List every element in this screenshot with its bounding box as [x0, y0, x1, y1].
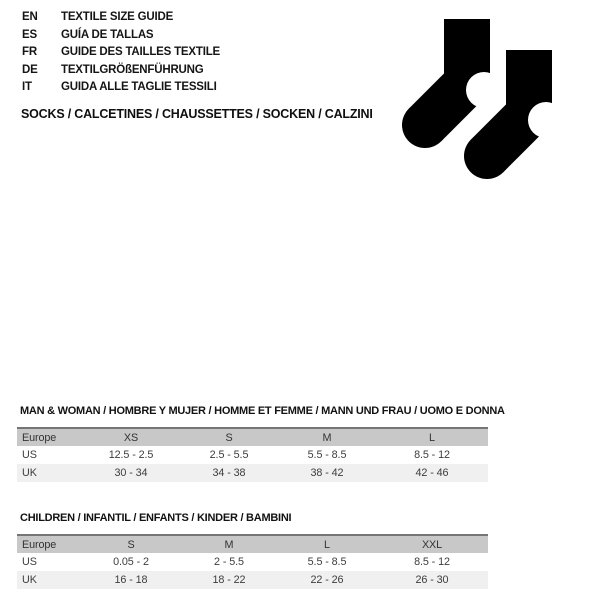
- column-header-europe: Europe: [17, 535, 82, 553]
- column-header-s: S: [180, 428, 278, 446]
- column-header-xs: XS: [82, 428, 180, 446]
- size-value: 8.5 - 12: [414, 449, 450, 461]
- size-value: 34 - 38: [212, 467, 246, 479]
- adults-table-title: MAN & WOMAN / HOMBRE Y MUJER / HOMME ET FEMME / MANN UND FRAU / UOMO E DONNA: [20, 405, 505, 417]
- size-value: 26 - 30: [415, 574, 449, 586]
- language-label: GUIDE DES TAILLES TEXTILE: [61, 46, 220, 58]
- column-header-s: S: [82, 535, 180, 553]
- language-label: GUIDA ALLE TAGLIE TESSILI: [61, 81, 217, 93]
- sock-front-toe: [464, 133, 510, 179]
- size-value: 16 - 18: [114, 574, 148, 586]
- size-value: 12.5 - 2.5: [108, 449, 154, 461]
- language-list: [22, 9, 220, 97]
- region-label: US: [22, 556, 37, 568]
- language-row-en: [22, 9, 220, 27]
- column-header-l: L: [376, 428, 488, 446]
- size-value: 2 - 5.5: [214, 556, 244, 568]
- column-header-l: L: [278, 535, 376, 553]
- table-row-uk: [17, 464, 488, 482]
- language-row-fr: [22, 44, 220, 62]
- language-label: TEXTILE SIZE GUIDE: [61, 11, 174, 23]
- column-header-m: M: [278, 428, 376, 446]
- children-size-section: [17, 511, 488, 589]
- table-row-us: [17, 553, 488, 571]
- size-value: 22 - 26: [310, 574, 344, 586]
- size-value: 18 - 22: [212, 574, 246, 586]
- sock-back-heel-hole: [466, 72, 502, 108]
- language-label: GUÍA DE TALLAS: [61, 28, 154, 41]
- size-value: 42 - 46: [415, 467, 449, 479]
- size-value: 5.5 - 8.5: [307, 556, 347, 568]
- adults-header-row: [17, 428, 488, 446]
- adults-size-table: [17, 427, 488, 482]
- language-row-es: [22, 27, 220, 45]
- language-label: TEXTILGRÖßENFÜHRUNG: [61, 63, 204, 76]
- table-row-uk: [17, 571, 488, 589]
- region-label: UK: [22, 467, 37, 479]
- children-size-table: [17, 534, 488, 589]
- size-value: 2.5 - 5.5: [209, 449, 249, 461]
- size-value: 5.5 - 8.5: [307, 449, 347, 461]
- size-value: 38 - 42: [310, 467, 344, 479]
- language-code: ES: [22, 28, 37, 41]
- category-title: SOCKS / CALCETINES / CHAUSSETTES / SOCKEN / CALZINI: [21, 107, 373, 121]
- socks-icon: [400, 10, 590, 190]
- adults-size-section: [17, 404, 505, 482]
- language-code: FR: [22, 46, 37, 58]
- column-header-europe: Europe: [17, 428, 82, 446]
- children-table-title: CHILDREN / INFANTIL / ENFANTS / KINDER / BAMBINI: [20, 512, 292, 524]
- region-label: UK: [22, 574, 37, 586]
- language-row-it: [22, 79, 220, 97]
- language-code: IT: [22, 81, 32, 93]
- column-header-m: M: [180, 535, 278, 553]
- sock-back-toe: [402, 102, 448, 148]
- language-code: DE: [22, 63, 38, 76]
- column-header-xxl: XXL: [376, 535, 488, 553]
- size-value: 8.5 - 12: [414, 556, 450, 568]
- size-value: 0.05 - 2: [113, 556, 149, 568]
- language-row-de: [22, 62, 220, 80]
- children-header-row: [17, 535, 488, 553]
- table-row-us: [17, 446, 488, 464]
- sock-front-heel-hole: [528, 102, 564, 138]
- language-code: EN: [22, 11, 38, 23]
- region-label: US: [22, 449, 37, 461]
- size-value: 30 - 34: [114, 467, 148, 479]
